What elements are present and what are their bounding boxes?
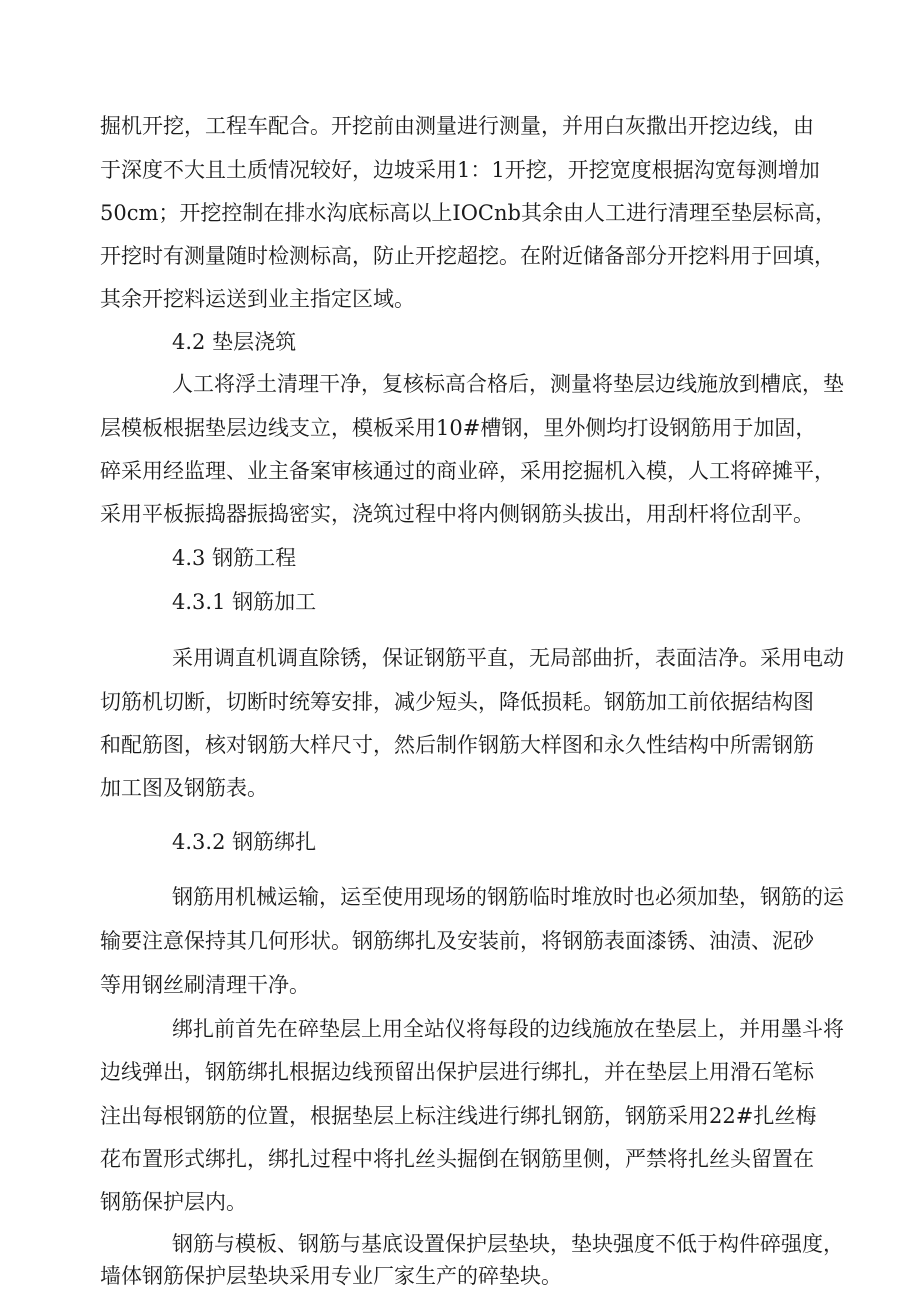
text-line: 和配筋图，核对钢筋大样尺寸，然后制作钢筋大样图和永久性结构中所需钢筋	[100, 733, 814, 757]
text-line: 人工将浮土清理干净，复核标高合格后，测量将垫层边线施放到槽底，垫	[172, 372, 844, 396]
subsection-heading	[0, 822, 920, 862]
paragraph-line	[0, 150, 920, 190]
paragraph-line	[0, 1139, 920, 1179]
paragraph-line	[0, 494, 920, 534]
paragraph-line	[0, 965, 920, 1005]
paragraph-line	[0, 279, 920, 319]
paragraph-line	[0, 1256, 920, 1296]
text-line: 采用平板振捣器振捣密实，浇筑过程中将内侧钢筋头拔出，用刮杆将位刮平。	[100, 502, 814, 526]
text-line: 其余开挖料运送到业主指定区域。	[100, 287, 415, 311]
text-line: 钢筋用机械运输，运至使用现场的钢筋临时堆放时也必须加垫，钢筋的运	[172, 885, 844, 909]
text-line: 50cm；开挖控制在排水沟底标高以上IOCnb其余由人工进行清理至垫层标高，	[100, 201, 836, 225]
text-line: 切筋机切断，切断时统筹安排，减少短头，降低损耗。钢筋加工前依据结构图	[100, 690, 814, 714]
subsection-heading	[0, 582, 920, 622]
section-heading	[0, 538, 920, 578]
heading-4-3-2: 4.3.2 钢筋绑扎	[172, 830, 317, 854]
section-heading	[0, 322, 920, 362]
paragraph-line	[0, 1052, 920, 1092]
text-line: 碎采用经监理、业主备案审核通过的商业碎，采用挖掘机入模，人工将碎摊平，	[100, 459, 835, 483]
paragraph-line	[0, 193, 920, 233]
paragraph-line	[0, 408, 920, 448]
paragraph-line	[0, 451, 920, 491]
text-line: 层模板根据垫层边线支立，模板采用10#槽钢，里外侧均打设钢筋用于加固，	[100, 416, 817, 440]
text-line: 开挖时有测量随时检测标高，防止开挖超挖。在附近储备部分开挖料用于回填，	[100, 244, 835, 268]
paragraph-line	[0, 725, 920, 765]
text-line: 加工图及钢筋表。	[100, 776, 268, 800]
paragraph-line	[0, 106, 920, 146]
heading-4-3-1: 4.3.1 钢筋加工	[172, 590, 317, 614]
text-line: 输要注意保持其几何形状。钢筋绑扎及安装前，将钢筋表面漆锈、油渍、泥砂	[100, 929, 814, 953]
paragraph-line	[0, 877, 920, 917]
text-line: 边线弹出，钢筋绑扎根据边线预留出保护层进行绑扎，并在垫层上用滑石笔标	[100, 1060, 814, 1084]
text-line: 花布置形式绑扎，绑扎过程中将扎丝头掘倒在钢筋里侧，严禁将扎丝头留置在	[100, 1147, 814, 1171]
text-line: 掘机开挖，工程车配合。开挖前由测量进行测量，并用白灰撒出开挖边线，由	[100, 114, 814, 138]
paragraph-line	[0, 921, 920, 961]
paragraph-line	[0, 638, 920, 678]
text-line: 钢筋保护层内。	[100, 1190, 247, 1214]
paragraph-line	[0, 1182, 920, 1222]
paragraph-line	[0, 236, 920, 276]
text-line: 钢筋与模板、钢筋与基底设置保护层垫块，垫块强度不低于构件碎强度，	[172, 1232, 844, 1256]
text-line: 注出每根钢筋的位置，根据垫层上标注线进行绑扎钢筋，钢筋采用22#扎丝梅	[100, 1104, 817, 1128]
paragraph-line	[0, 1096, 920, 1136]
text-line: 绑扎前首先在碎垫层上用全站仪将每段的边线施放在垫层上，并用墨斗将	[172, 1017, 844, 1041]
paragraph-line	[0, 768, 920, 808]
paragraph-line	[0, 364, 920, 404]
text-line: 于深度不大且土质情况较好，边坡采用1：1开挖，开挖宽度根据沟宽每测增加	[100, 158, 820, 182]
paragraph-line	[0, 1009, 920, 1049]
paragraph-line	[0, 682, 920, 722]
heading-4-3: 4.3 钢筋工程	[172, 546, 297, 570]
text-line: 墙体钢筋保护层垫块采用专业厂家生产的碎垫块。	[100, 1264, 562, 1288]
heading-4-2: 4.2 垫层浇筑	[172, 330, 297, 354]
text-line: 采用调直机调直除锈，保证钢筋平直，无局部曲折，表面洁净。采用电动	[172, 646, 844, 670]
text-line: 等用钢丝刷清理干净。	[100, 973, 310, 997]
